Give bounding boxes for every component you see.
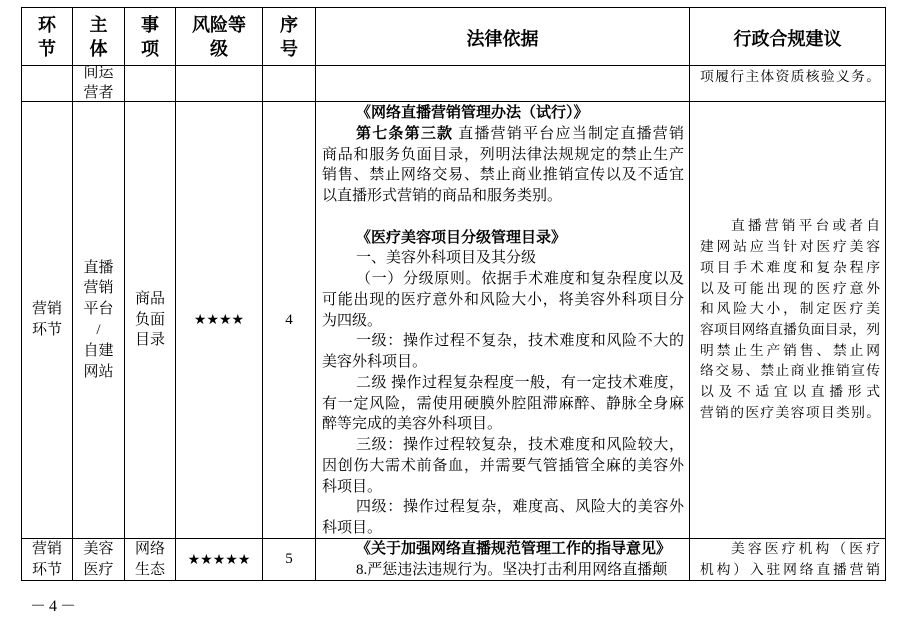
header-matter-cell — [125, 8, 176, 66]
advice-line: 美容医疗机构（医疗 — [731, 541, 880, 556]
row3-subject-cell — [73, 539, 125, 581]
law-line — [322, 414, 684, 435]
law-title: 《网络直播营销管理办法（试行）》 — [356, 105, 589, 121]
risk-stars: ★★★★★ — [187, 551, 251, 568]
law-line — [322, 456, 684, 477]
law-title: 《关于加强网络直播规范管理工作的指导意见》 — [356, 541, 672, 557]
law-line — [322, 435, 684, 456]
row1-seq-cell — [263, 66, 316, 102]
row1-basis-cell — [316, 66, 690, 102]
header-basis-label: 法律依据 — [466, 28, 539, 49]
law-line-text: 直播营销平台应当制定直播营销 — [458, 125, 684, 142]
law-line-text: 商品和服务负面目录，列明法律法规规定的禁止生产 — [322, 146, 684, 163]
row3-stage-cell — [22, 539, 73, 581]
law-line-text: 科项目。 — [322, 520, 383, 536]
law-line-text: 美容外科项目。 — [322, 354, 428, 370]
law-line — [322, 518, 684, 539]
header-risk-label: 风险等级 — [192, 14, 246, 59]
advice-line: 直播营销平台或者自 — [731, 218, 880, 234]
law-line — [322, 373, 684, 394]
law-paragraph — [322, 124, 684, 207]
advice-line: 营销的医疗美容项目类别。 — [700, 404, 880, 420]
row2-seq: 4 — [285, 311, 293, 328]
law-paragraph — [322, 560, 684, 581]
row2-matter-cell — [125, 102, 176, 539]
header-advice-cell — [690, 8, 886, 66]
row1-subject: 间运营者 — [83, 66, 114, 101]
row3-advice-cell — [690, 539, 886, 581]
law-line — [322, 352, 684, 373]
law-paragraph — [322, 497, 684, 539]
law-line-text: 可能出现的医疗意外和风险大小，将美容外科项目分 — [322, 291, 684, 308]
row2-subject — [83, 258, 115, 383]
header-subject-label: 主体 — [89, 14, 108, 59]
row3-risk-cell — [176, 539, 263, 581]
row3-stage: 营销环节 — [31, 540, 62, 578]
row1-advice-cell — [690, 66, 886, 102]
law-paragraph — [322, 435, 684, 497]
law-line-text: 销售、禁止网络交易、禁止商业推销宣传以及不适宜 — [322, 167, 684, 184]
row2-basis — [322, 103, 684, 539]
header-basis-cell — [316, 8, 690, 66]
law-line — [322, 497, 684, 518]
advice-line: 项目手术难度和复杂程序 — [700, 259, 880, 275]
law-line-text: 四级：操作过程复杂，难度高、风险大的美容外 — [356, 499, 684, 516]
law-paragraph — [322, 373, 684, 435]
law-line-text: 8.严惩违法违规行为。坚决打击利用网络直播颠 — [356, 561, 668, 578]
row1-stage-cell — [22, 66, 73, 102]
article-label: 第七条第三款 — [356, 125, 454, 142]
header-stage-label: 环节 — [38, 14, 56, 59]
row2-advice-cell — [690, 102, 886, 539]
row2-stage-cell — [22, 102, 73, 539]
law-line — [322, 269, 684, 290]
law-line — [322, 560, 684, 581]
law-line — [322, 311, 684, 332]
subject-part: 直播营销平台 — [83, 259, 114, 318]
law-section — [322, 103, 684, 207]
law-line-text: 醉等完成的美容外科项目。 — [322, 416, 503, 433]
advice-line: 和风险大小，制定医疗美 — [700, 301, 880, 317]
row1-matter-cell — [125, 66, 176, 102]
law-line-text: 为四级。 — [322, 312, 383, 329]
law-paragraph — [322, 269, 684, 331]
advice-line: 容项目网络直播负面目录，列 — [700, 322, 880, 337]
row2-subject-cell — [73, 102, 125, 539]
law-line-text: 一级：操作过程不复杂，技术难度和风险不大的 — [356, 333, 684, 350]
row1-subject-cell — [73, 66, 125, 102]
law-line-text: 三级：操作过程较复杂，技术难度和风险较大， — [356, 437, 684, 453]
law-line — [322, 331, 684, 352]
advice-line: 络交易、禁止商业推销宣传 — [700, 363, 880, 379]
header-stage-cell — [22, 8, 73, 66]
row3-seq-cell — [263, 539, 316, 581]
law-line — [322, 477, 684, 498]
row3-basis — [322, 539, 684, 581]
law-line-text: 一、美容外科项目及其分级 — [356, 250, 537, 267]
header-seq-cell — [263, 8, 316, 66]
law-section — [322, 228, 684, 539]
header-subject-cell — [73, 8, 125, 66]
law-section — [322, 539, 684, 581]
row3-seq: 5 — [285, 551, 293, 567]
subject-part: / — [96, 322, 101, 338]
row2-risk-cell — [176, 102, 263, 539]
header-risk-cell — [176, 8, 263, 66]
advice-line: 建网站应当针对医疗美容 — [700, 239, 880, 255]
law-line — [322, 290, 684, 311]
law-line-text: 有一定风险，需使用硬膜外腔阻滞麻醉、静脉全身麻 — [322, 395, 684, 412]
law-line-text: 科项目。 — [322, 478, 383, 495]
header-matter-label: 事项 — [141, 14, 159, 59]
row1-advice — [700, 67, 880, 88]
risk-stars: ★★★★ — [193, 312, 245, 328]
law-paragraph — [322, 331, 684, 373]
row3-advice — [700, 539, 880, 580]
row1-risk-cell — [176, 66, 263, 102]
advice-line: 明禁止生产销售、禁止网 — [700, 342, 880, 358]
law-line — [322, 124, 684, 145]
header-seq-label: 序号 — [280, 14, 298, 59]
law-line-text: 以直播形式营销的商品和服务类别。 — [322, 188, 563, 204]
law-line-text: 二级 操作过程复杂程度一般，有一定技术难度， — [356, 374, 684, 391]
law-paragraph — [322, 248, 684, 269]
advice-line: 项履行主体资质核验义务。 — [700, 69, 880, 84]
row3-matter-cell — [125, 539, 176, 581]
law-line — [322, 394, 684, 415]
row2-matter: 商品负面目录 — [134, 290, 165, 349]
law-line-text: 因创伤大需术前备血，并需要气管插管全麻的美容外 — [322, 457, 684, 474]
subject-part: 自建网站 — [83, 342, 114, 380]
advice-line: 机构）入驻网络直播营销 — [700, 561, 880, 577]
row3-subject: 美容医疗 — [83, 540, 114, 578]
header-advice-label: 行政合规建议 — [733, 28, 842, 49]
compliance-table — [21, 7, 886, 581]
law-line — [322, 186, 684, 207]
advice-line: 以及不适宜以直播形式 — [700, 384, 880, 400]
law-line — [322, 248, 684, 269]
page-number: －4－ — [30, 598, 80, 615]
law-line-text: （一）分级原则。依据手术难度和复杂程度以及 — [356, 271, 684, 287]
row2-seq-cell — [263, 102, 316, 539]
law-title: 《医疗美容项目分级管理目录》 — [356, 229, 567, 246]
row2-stage: 营销环节 — [31, 301, 62, 338]
row2-basis-cell — [316, 102, 690, 539]
row3-basis-cell — [316, 539, 690, 581]
row3-matter: 网络生态 — [134, 540, 165, 578]
advice-line: 以及可能出现的医疗意外 — [700, 280, 880, 296]
law-line — [322, 165, 684, 186]
law-line — [322, 145, 684, 166]
row2-advice — [700, 216, 880, 423]
